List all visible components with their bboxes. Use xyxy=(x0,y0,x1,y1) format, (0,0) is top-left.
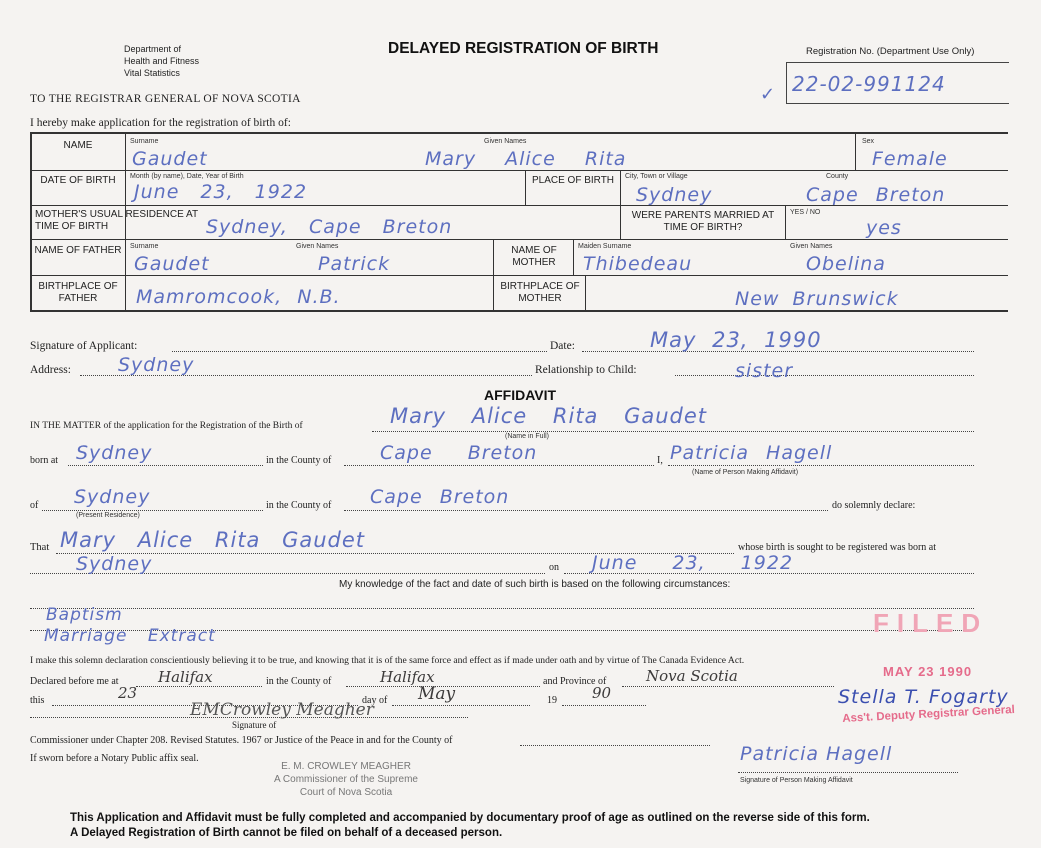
affiant-hint: (Name of Person Making Affidavit) xyxy=(692,469,799,476)
form-title: DELAYED REGISTRATION OF BIRTH xyxy=(388,40,659,57)
father-surname: Gaudet xyxy=(134,253,210,275)
day-value: 23 xyxy=(118,684,138,702)
mother-given-hint: Given Names xyxy=(790,243,833,250)
birth-city: Sydney xyxy=(636,184,713,206)
month-value: May xyxy=(418,684,456,704)
born-county-label: in the County of xyxy=(266,455,332,466)
notary-text: If sworn before a Notary Public affix seal. xyxy=(30,753,199,764)
sex-hint: Sex xyxy=(862,138,875,145)
name-in-full-hint: (Name in Full) xyxy=(505,433,549,440)
mother-residence: Sydney, Cape Breton xyxy=(206,216,453,238)
affiant-name: Patricia Hagell xyxy=(670,442,833,464)
stamp-date: MAY 23 1990 xyxy=(883,664,973,679)
date-label: Date: xyxy=(550,340,575,352)
registration-number: 22-02-991124 xyxy=(792,72,946,96)
declared-label: Declared before me at xyxy=(30,676,119,687)
name-label: NAME xyxy=(63,140,93,151)
father-birthplace: Mamromcook, N.B. xyxy=(136,286,341,308)
declared-at: Halifax xyxy=(158,668,213,686)
department-block xyxy=(124,43,199,79)
dob-label: DATE OF BIRTH xyxy=(40,175,116,186)
father-given-hint: Given Names xyxy=(296,243,339,250)
i-label: I, xyxy=(657,455,663,466)
whose-birth-label: whose birth is sought to be registered was born at xyxy=(738,542,937,553)
declared-county-label: in the County of xyxy=(266,676,332,687)
seal-line-3: Court of Nova Scotia xyxy=(299,787,393,798)
matter-label: IN THE MATTER of the application for the Registration of the Birth of xyxy=(30,421,303,431)
commissioner-seal xyxy=(246,760,446,799)
seal-line-2: A Commissioner of the Supreme xyxy=(274,774,418,785)
father-surname-hint: Surname xyxy=(130,243,159,250)
application-intro: I hereby make application for the registration of birth of: xyxy=(30,117,291,129)
year-prefix: 19 xyxy=(547,695,557,706)
registrar-title: Ass't. Deputy Registrar General xyxy=(842,703,1016,725)
solemn-declaration: I make this solemn declaration conscientiously believing it to be true, and knowing that it is of the same force and effect as if made under oath and by virtue of The Canada Evidence Act. xyxy=(30,655,745,666)
born-at-value: Sydney xyxy=(76,442,153,464)
dept-line-2: Health and Fitness xyxy=(124,56,200,66)
registrar-signature: Stella T. Fogarty xyxy=(838,686,1009,708)
city-hint: City, Town or Village xyxy=(625,173,688,180)
that-label: That xyxy=(30,542,50,553)
surname-hint: Surname xyxy=(130,138,159,145)
married-label: WERE PARENTS MARRIED AT TIME OF BIRTH? xyxy=(631,210,775,233)
check-mark: ✓ xyxy=(760,84,777,105)
father-label: NAME OF FATHER xyxy=(34,245,122,256)
residence-hint: (Present Residence) xyxy=(76,512,140,519)
declared-province: Nova Scotia xyxy=(646,667,738,685)
parents-married: yes xyxy=(866,217,902,239)
dept-line-3: Vital Statistics xyxy=(124,68,180,78)
declared-county: Halifax xyxy=(380,668,435,686)
address-label: Address: xyxy=(30,364,71,376)
mother-maiden-name: Thibedeau xyxy=(583,253,693,275)
application-date: May 23, 1990 xyxy=(650,328,822,352)
child-given-names: Mary Alice Rita xyxy=(425,148,627,170)
filed-stamp: FILED xyxy=(873,608,989,638)
commissioner-signature: EMCrowley Meagher xyxy=(190,700,374,720)
relationship-value: sister xyxy=(735,360,794,382)
maiden-hint: Maiden Surname xyxy=(578,243,632,250)
affiant-signature: Patricia Hagell xyxy=(740,743,893,765)
footer-line-2: A Delayed Registration of Birth cannot be filed on behalf of a deceased person. xyxy=(70,827,503,839)
circumstance-1: Baptism xyxy=(46,605,123,625)
affiant-signature-label: Signature of Person Making Affidavit xyxy=(740,777,853,784)
signature-of-label: Signature of xyxy=(232,720,277,730)
applicant-signature-label: Signature of Applicant: xyxy=(30,340,138,352)
mother-residence-label: MOTHER'S USUAL RESIDENCE AT TIME OF BIRTH xyxy=(35,209,198,232)
year-suffix: 90 xyxy=(592,684,612,702)
dob-hint: Month (by name), Date, Year of Birth xyxy=(130,173,244,180)
residence-county-label: in the County of xyxy=(266,500,332,511)
born-date-2: June 23, 1922 xyxy=(592,552,794,574)
circumstance-2: Marriage Extract xyxy=(44,626,216,646)
born-county-value: Cape Breton xyxy=(380,442,538,464)
born-place-2: Sydney xyxy=(76,553,153,575)
footer-line-1: This Application and Affidavit must be fully completed and accompanied by documentary proof of age as outlined on the reverse side of this form. xyxy=(70,812,870,824)
mother-birthplace: New Brunswick xyxy=(735,288,899,310)
seal-line-1: E. M. CROWLEY MEAGHER xyxy=(281,761,411,772)
yes-no-hint: YES / NO xyxy=(790,209,821,216)
of-label: of xyxy=(30,500,39,511)
mother-birthplace-label: BIRTHPLACE OF MOTHER xyxy=(500,281,580,304)
birth-county: Cape Breton xyxy=(806,184,946,206)
this-label: this xyxy=(30,695,45,706)
child-sex: Female xyxy=(872,148,948,170)
date-of-birth: June 23, 1922 xyxy=(134,181,308,203)
father-birthplace-label: BIRTHPLACE OF FATHER xyxy=(38,281,118,304)
declare-label: do solemnly declare: xyxy=(832,500,916,511)
child-full-name: Mary Alice Rita Gaudet xyxy=(390,404,708,428)
to-registrar: TO THE REGISTRAR GENERAL OF NOVA SCOTIA xyxy=(30,93,301,105)
day-of-label: day of xyxy=(362,695,388,706)
affidavit-heading: AFFIDAVIT xyxy=(484,387,557,403)
county-hint: County xyxy=(826,173,849,180)
relationship-label: Relationship to Child: xyxy=(535,364,637,376)
father-given-names: Patrick xyxy=(318,253,391,275)
affiant-residence: Sydney xyxy=(74,486,151,508)
on-label: on xyxy=(549,562,559,573)
registration-label: Registration No. (Department Use Only) xyxy=(806,46,975,57)
mother-label: NAME OF MOTHER xyxy=(511,245,557,268)
given-names-hint: Given Names xyxy=(484,138,527,145)
born-at-label: born at xyxy=(30,455,59,466)
residence-county: Cape Breton xyxy=(370,486,510,508)
applicant-address: Sydney xyxy=(118,354,195,376)
mother-given-names: Obelina xyxy=(806,253,886,275)
child-surname: Gaudet xyxy=(132,148,208,170)
knowledge-label: My knowledge of the fact and date of such birth is based on the following circumstances: xyxy=(339,579,731,590)
pob-label: PLACE OF BIRTH xyxy=(531,175,615,186)
province-label: and Province of xyxy=(543,676,607,687)
that-name: Mary Alice Rita Gaudet xyxy=(60,528,366,552)
dept-line-1: Department of xyxy=(124,44,182,54)
commissioner-text: Commissioner under Chapter 208. Revised Statutes. 1967 or Justice of the Peace in and for the County of xyxy=(30,735,453,746)
